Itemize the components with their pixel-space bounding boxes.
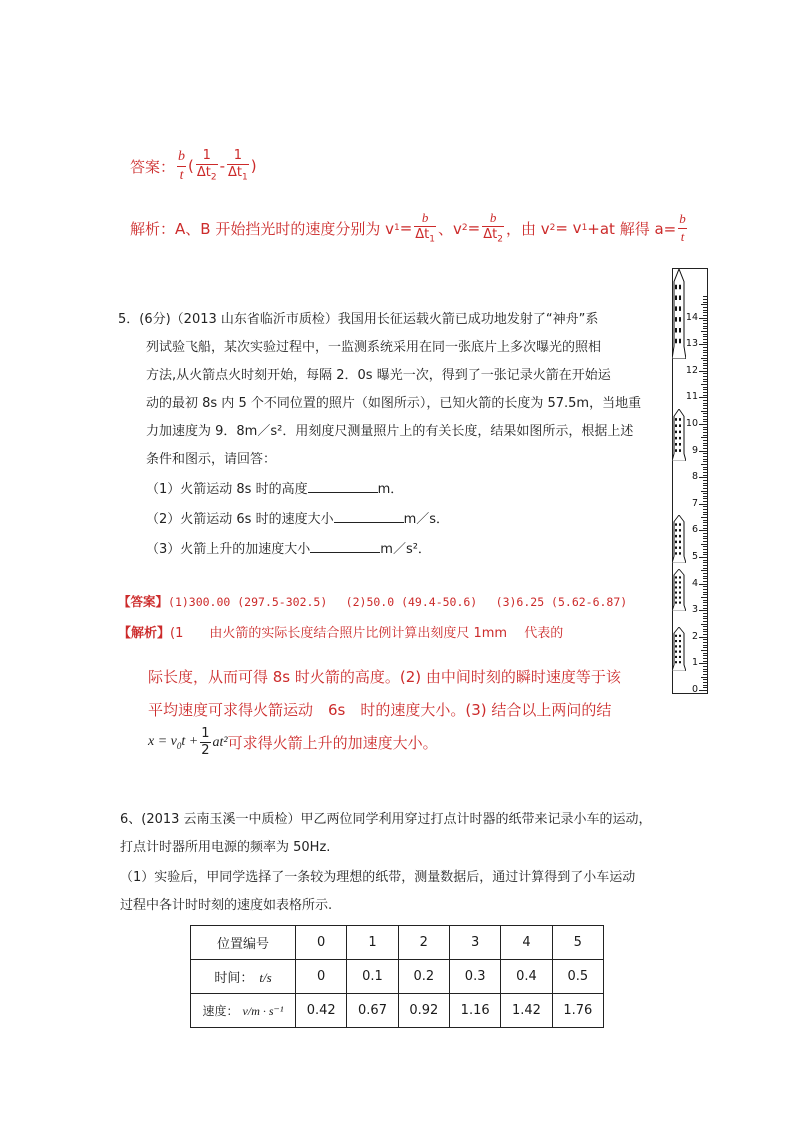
ruler-tick [701, 331, 707, 332]
ruler-tick [703, 520, 707, 521]
ruler-tick [699, 504, 707, 505]
ruler-label: 7 [691, 497, 698, 509]
q5-answer-label: 【答案】 [118, 594, 169, 609]
ruler-tick [703, 581, 707, 582]
ruler-tick [703, 493, 707, 494]
ruler-tick [703, 682, 707, 683]
fraction-b-over-dt2: $\frac{b}{\Delta t_2}$ [483, 209, 503, 245]
ruler-label: 11 [685, 391, 698, 403]
ruler-tick [703, 618, 707, 619]
ruler-tick [703, 626, 707, 627]
question-6-text [120, 806, 680, 920]
q5-analysis-line-4: $x = v_0t$ + $\frac{1}{2}$ at² 可求得火箭上升的加速度大小。 [148, 726, 438, 759]
ruler-tick [699, 530, 707, 531]
ruler-tick [703, 496, 707, 497]
ruler-tick [703, 400, 707, 401]
ruler-tick [703, 435, 707, 436]
fraction-b-over-t-2: $\frac{b}{t}$ [679, 211, 686, 244]
table-row: 位置编号 0 1 2 3 4 5 [191, 926, 604, 960]
table-row: 时间： t/s 0 0.1 0.2 0.3 0.4 0.5 [191, 960, 604, 994]
rocket-image [672, 569, 686, 611]
ruler-tick [703, 461, 707, 462]
ruler-tick [703, 475, 707, 476]
ruler-tick [703, 459, 707, 460]
ruler-tick [703, 376, 707, 377]
ruler-tick [703, 413, 707, 414]
ruler-tick [703, 347, 707, 348]
ruler-tick [701, 624, 707, 625]
question-5-text [118, 306, 658, 564]
ruler-tick [703, 419, 707, 420]
ruler-tick [703, 509, 707, 510]
ruler-tick [703, 552, 707, 553]
ruler-tick [703, 679, 707, 680]
ruler-tick [703, 669, 707, 670]
ruler-tick [703, 360, 707, 361]
blank-velocity[interactable] [334, 508, 404, 523]
ruler-tick [703, 312, 707, 313]
ruler-tick [703, 653, 707, 654]
q5-line-2: 列试验飞船，某次实验过程中，一监测系统采用在同一张底片上多次曝光的照相 [146, 340, 602, 355]
blank-height[interactable] [308, 478, 378, 493]
ruler-tick [703, 339, 707, 340]
ruler-tick [703, 573, 707, 574]
ruler-tick [703, 432, 707, 433]
ruler-tick [703, 578, 707, 579]
q5-sub-1: （1）火箭运动 8s 时的高度 m． [118, 476, 658, 504]
ruler-tick [703, 541, 707, 542]
ruler-tick [699, 690, 707, 691]
ruler-tick [701, 437, 707, 438]
q5-line-3: 方法,从火箭点火时刻开始，每隔 2．0s 曝光一次，得到了一张记录火箭在开始运 [146, 368, 611, 383]
ruler-tick [701, 358, 707, 359]
ruler-tick [703, 592, 707, 593]
ruler-tick [703, 536, 707, 537]
ruler-label: 5 [691, 551, 698, 562]
table-row: 速度： v/m · s⁻¹ 0.42 0.67 0.92 1.16 1.42 1.76 [191, 994, 604, 1028]
rocket-image [672, 627, 686, 671]
ruler-tick [703, 320, 707, 321]
ruler-tick [703, 472, 707, 473]
ruler-tick [703, 600, 707, 601]
ruler-tick [703, 546, 707, 547]
table-row-label: 位置编号 [191, 926, 296, 960]
q6-line-1: 6、(2013 云南玉溪一中质检）甲乙两位同学利用穿过打点计时器的纸带来记录小车的运动， [120, 812, 652, 827]
q5-analysis-line-3: 平均速度可求得火箭运动 6s 时的速度大小。(3) 结合以上两问的结 [148, 701, 612, 719]
ruler-tick [703, 480, 707, 481]
ruler-tick [701, 517, 707, 518]
ruler-tick [703, 568, 707, 569]
blank-acceleration[interactable] [310, 538, 380, 553]
ruler-tick [699, 663, 707, 664]
rocket-image [672, 409, 686, 461]
ruler-tick [703, 483, 707, 484]
ruler-label: 14 [685, 311, 698, 323]
ruler-tick [703, 456, 707, 457]
ruler-tick [703, 658, 707, 659]
ruler-tick [703, 605, 707, 606]
ruler-tick [703, 336, 707, 337]
ruler-tick [703, 602, 707, 603]
ruler-tick [703, 514, 707, 515]
analysis-4: 解析：A、B 开始挡光时的速度分别为 v 1 = $\frac{b}{\Delta t_1}$ 、v 2 = $\frac{b}{\Delta t_2}$ ，由 v 2 = v 1 +at 解得 a= $\frac{b}{t}$ [130, 209, 686, 245]
q5-analysis-line-1: 【解析】(1 由火箭的实际长度结合照片比例计算出刻度尺 1mm 代表的 [118, 626, 564, 641]
ruler-tick [703, 565, 707, 566]
ruler-tick [703, 355, 707, 356]
q6-line-2: 打点计时器所用电源的频率为 50Hz. [120, 840, 331, 855]
ruler-tick [703, 629, 707, 630]
ruler-tick [703, 296, 707, 297]
ruler-tick [703, 586, 707, 587]
ruler-tick [703, 576, 707, 577]
ruler-tick [703, 421, 707, 422]
ruler-tick [699, 637, 707, 638]
table-row-label: 时间： t/s [191, 960, 296, 994]
ruler-tick [699, 397, 707, 398]
q5-answer: 【答案】(1)300.00 (297.5-302.5) (2)50.0 (49.4-50.6) (3)6.25 (5.62-6.87) [118, 594, 628, 609]
ruler-tick [701, 544, 707, 545]
ruler-tick [703, 647, 707, 648]
ruler-tick [703, 302, 707, 303]
ruler-tick [703, 642, 707, 643]
ruler-tick [703, 522, 707, 523]
fraction-one-half: $\frac{1}{2}$ [201, 726, 210, 759]
kinematic-formula: $x = v_0t$ + [148, 734, 199, 752]
q5-line-4: 动的最初 8s 内 5 个不同位置的照片（如图所示），已知火箭的长度为 57.5m，当地重 [146, 396, 642, 411]
ruler-tick [703, 525, 707, 526]
ruler-tick [703, 363, 707, 364]
answer-label: 答案： [130, 157, 176, 176]
ruler-tick [701, 304, 707, 305]
ruler-tick [703, 350, 707, 351]
ruler-tick [703, 485, 707, 486]
ruler-tick [703, 395, 707, 396]
q5-line-1: 5．(6分)（2013 山东省临沂市质检）我国用长征运载火箭已成功地发射了“神舟”系 [118, 312, 599, 327]
ruler-tick [701, 597, 707, 598]
ruler-tick [699, 610, 707, 611]
ruler-label: 1 [691, 657, 698, 669]
ruler-tick [703, 310, 707, 311]
q5-analysis-line-2: 际长度，从而可得 8s 时火箭的高度。(2) 由中间时刻的瞬时速度等于该 [148, 668, 621, 686]
ruler-label: 10 [685, 418, 698, 429]
ruler-tick [703, 334, 707, 335]
ruler-tick [703, 416, 707, 417]
ruler-tick [703, 427, 707, 428]
q5-line-6: 条件和图示，请回答： [146, 452, 277, 467]
ruler-tick [699, 344, 707, 345]
ruler-tick [701, 650, 707, 651]
ruler-tick [701, 411, 707, 412]
ruler-label: 3 [691, 604, 698, 616]
ruler-tick [703, 387, 707, 388]
ruler-tick [699, 584, 707, 585]
ruler-tick [703, 560, 707, 561]
ruler-tick [703, 342, 707, 343]
ruler-label: 6 [691, 524, 698, 536]
ruler-tick [703, 368, 707, 369]
q6-line-3: （1）实验后，甲同学选择了一条较为理想的纸带，测量数据后，通过计算得到了小车运动 [120, 870, 636, 885]
ruler-tick [703, 299, 707, 300]
ruler-tick [703, 405, 707, 406]
ruler-tick [703, 392, 707, 393]
q6-line-4: 过程中各计时时刻的速度如表格所示. [120, 898, 333, 913]
ruler-label: 0 [691, 684, 698, 695]
ruler-tick [703, 429, 707, 430]
q5-sub-3: （3）火箭上升的加速度大小 m／s²． [118, 536, 658, 564]
ruler-tick [699, 557, 707, 558]
ruler-tick [703, 379, 707, 380]
ruler-tick [703, 655, 707, 656]
ruler-tick [703, 554, 707, 555]
ruler-tick [703, 328, 707, 329]
ruler-tick [701, 570, 707, 571]
ruler-tick [699, 477, 707, 478]
ruler-tick [703, 448, 707, 449]
ruler-tick [703, 512, 707, 513]
ruler-tick [701, 464, 707, 465]
ruler-tick [703, 621, 707, 622]
ruler-tick [703, 501, 707, 502]
ruler-tick [699, 371, 707, 372]
ruler-tick [699, 424, 707, 425]
velocity-table [190, 925, 604, 1028]
fraction-b-over-t: $\frac{b}{t}$ [178, 149, 186, 183]
table-row-label: 速度： v/m · s⁻¹ [191, 994, 296, 1028]
measuring-ruler [672, 268, 708, 694]
ruler-tick [703, 453, 707, 454]
ruler-tick [703, 661, 707, 662]
ruler-tick [703, 498, 707, 499]
ruler-label: 8 [691, 471, 698, 483]
ruler-tick [703, 631, 707, 632]
ruler-tick [703, 445, 707, 446]
ruler-label: 13 [685, 338, 698, 350]
ruler-tick [703, 365, 707, 366]
ruler-tick [703, 488, 707, 489]
ruler-tick [703, 440, 707, 441]
ruler-tick [703, 562, 707, 563]
answer-4: 答案： $\frac{b}{t}$ ( $\frac{1}{\Delta t_2}$ - $\frac{1}{\Delta t_1}$ ) [130, 147, 257, 183]
ruler-tick [703, 639, 707, 640]
ruler-tick [703, 666, 707, 667]
ruler-tick [701, 384, 707, 385]
fraction-1-over-dt2: $\frac{1}{\Delta t_2}$ [196, 147, 217, 183]
ruler-tick [703, 469, 707, 470]
q5-analysis [118, 622, 668, 760]
ruler-tick [703, 645, 707, 646]
ruler-tick [703, 687, 707, 688]
ruler-tick [703, 307, 707, 308]
ruler-tick [703, 634, 707, 635]
ruler-tick [703, 467, 707, 468]
q5-line-5: 力加速度为 9．8m／s²．用刻度尺测量照片上的有关长度，结果如图所示，根据上述 [146, 424, 634, 439]
rocket-image [672, 515, 686, 563]
ruler-tick [703, 594, 707, 595]
ruler-label: 2 [691, 630, 698, 642]
ruler-tick [703, 315, 707, 316]
fraction-1-over-dt1: $\frac{1}{\Delta t_1}$ [228, 147, 248, 183]
ruler-tick [703, 549, 707, 550]
ruler-label: 12 [685, 364, 698, 376]
ruler-tick [703, 528, 707, 529]
ruler-label: 4 [691, 577, 698, 589]
ruler-tick [703, 408, 707, 409]
ruler-tick [703, 671, 707, 672]
ruler-tick [703, 538, 707, 539]
ruler-tick [703, 613, 707, 614]
ruler-tick [701, 491, 707, 492]
ruler-tick [703, 608, 707, 609]
ruler-tick [703, 506, 707, 507]
ruler-tick [703, 443, 707, 444]
rocket-image [672, 269, 686, 359]
ruler-tick [703, 326, 707, 327]
q5-sub-2: （2）火箭运动 6s 时的速度大小 m／s． [118, 506, 658, 534]
ruler-tick [703, 389, 707, 390]
ruler-tick [703, 616, 707, 617]
ruler-tick [699, 318, 707, 319]
ruler-tick [703, 685, 707, 686]
ruler-tick [703, 381, 707, 382]
ruler-tick [703, 589, 707, 590]
fraction-b-over-dt1: $\frac{b}{\Delta t_1}$ [415, 209, 436, 245]
ruler-tick [703, 533, 707, 534]
ruler-tick [703, 674, 707, 675]
ruler-label: 9 [691, 444, 698, 456]
ruler-tick [703, 323, 707, 324]
ruler-tick [699, 451, 707, 452]
ruler-tick [703, 373, 707, 374]
ruler-tick [703, 403, 707, 404]
ruler-tick [701, 677, 707, 678]
ruler-tick [703, 352, 707, 353]
